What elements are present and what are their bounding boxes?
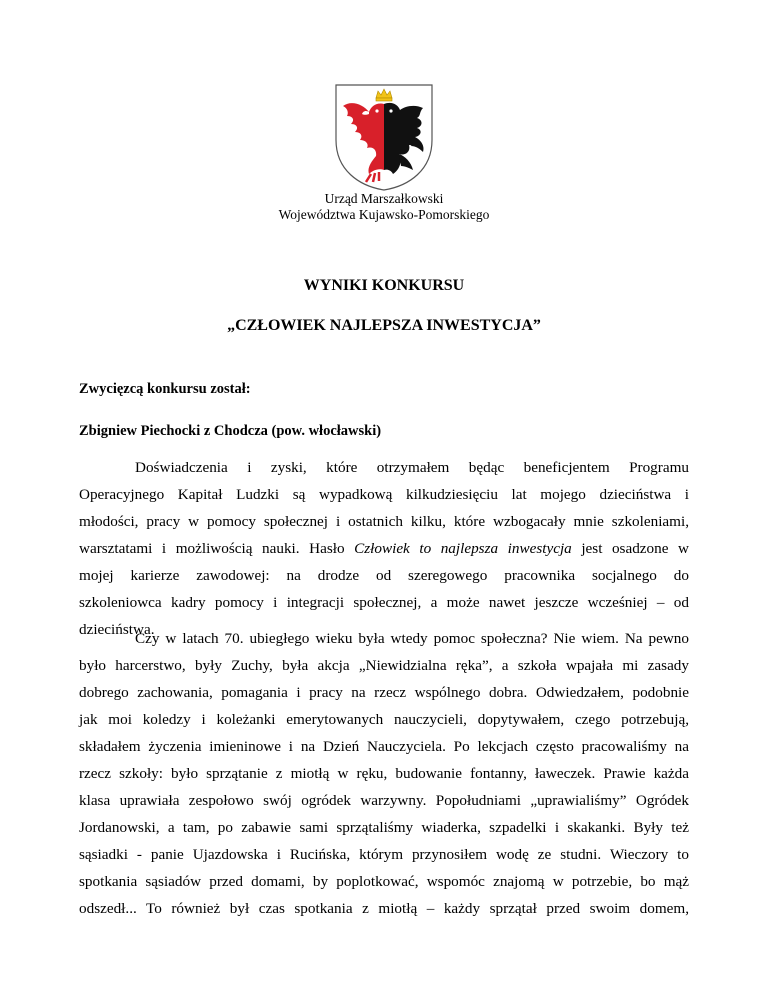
- paragraph-line: mojej karierze zawodowej: na drodze od szeregowego pracownika socjalnego do: [79, 567, 689, 584]
- coat-of-arms-icon: [333, 82, 435, 192]
- text-segment: jest osadzone w: [571, 540, 689, 557]
- paragraph-line: dzieciństwa.: [79, 621, 155, 638]
- paragraph-line: Doświadczenia i zyski, które otrzymałem będąc beneficjentem Programu: [135, 459, 689, 476]
- paragraph-line: odszedł... To również był czas spotkania z miotłą – każdy sprzątał przed swoim domem,: [79, 900, 689, 917]
- paragraph-line: Czy w latach 70. ubiegłego wieku była wtedy pomoc społeczna? Nie wiem. Na pewno: [135, 630, 689, 647]
- contest-name: „CZŁOWIEK NAJLEPSZA INWESTYCJA”: [227, 317, 541, 334]
- document-title: WYNIKI KONKURSU: [303, 277, 465, 294]
- paragraph-line: spotkania sąsiadów przed domami, by poplotkować, wspomóc znajomą w potrzebie, bo mąż: [79, 873, 689, 890]
- issuing-office: [0, 191, 768, 223]
- paragraph-line: rzecz szkoły: było sprzątanie z miotłą w ręku, budowanie fontanny, ławeczek. Prawie każda: [79, 765, 689, 782]
- paragraph-line: młodości, pracy w pomocy społecznej i ostatnich kilku, które wzbogacały mnie szkoleniami,: [79, 513, 689, 530]
- text-segment: warsztatami i możliwością nauki. Hasło: [79, 540, 355, 557]
- winner-heading: Zwycięzcą konkursu został:: [79, 381, 251, 397]
- paragraph-line: klasa uprawiała zespołowo swój ogródek warzywny. Popołudniami „uprawialiśmy” Ogródek: [79, 792, 689, 809]
- paragraph-1: [79, 454, 689, 643]
- winner-name: Zbigniew Piechocki z Chodcza (pow. włocławski): [79, 423, 382, 439]
- paragraph-line: składałem życzenia imieninowe i na Dzień Nauczyciela. Po lekcjach często pracowaliśmy na: [79, 738, 689, 755]
- paragraph-line: było harcerstwo, były Zuchy, była akcja „Niewidzialna ręka”, a szkoła wpajała mi zasady: [79, 657, 689, 674]
- paragraph-line: dobrego zachowania, pomagania i pracy na rzecz wspólnego dobra. Odwiedzałem, podobnie: [79, 684, 689, 701]
- slogan-emphasis: Człowiek to najlepsza inwestycja: [354, 540, 572, 557]
- paragraph-line: Jordanowski, a tam, po zabawie sami sprzątaliśmy wiaderka, szpadelki i skakanki. Były też: [79, 819, 689, 836]
- paragraph-line: Operacyjnego Kapitał Ludzki są wypadkową kilkudziesięciu lat mojego dzieciństwa i: [79, 486, 689, 503]
- paragraph-line: sąsiadki - panie Ujazdowska i Rucińska, którym przynosiłem wodę ze studni. Wieczory to: [79, 846, 689, 863]
- paragraph-line: szkoleniowca kadry pomocy i integracji społecznej, a może nawet jeszcze wcześniej – od: [79, 594, 689, 611]
- office-line-1: Urząd Marszałkowski: [324, 191, 444, 206]
- office-line-2: Województwa Kujawsko-Pomorskiego: [278, 207, 490, 222]
- paragraph-2: [79, 625, 689, 922]
- paragraph-line: [79, 535, 689, 562]
- paragraph-line: jak moi koledzy i koleżanki emerytowanych nauczycieli, dopytywałem, czego potrzebują,: [79, 711, 689, 728]
